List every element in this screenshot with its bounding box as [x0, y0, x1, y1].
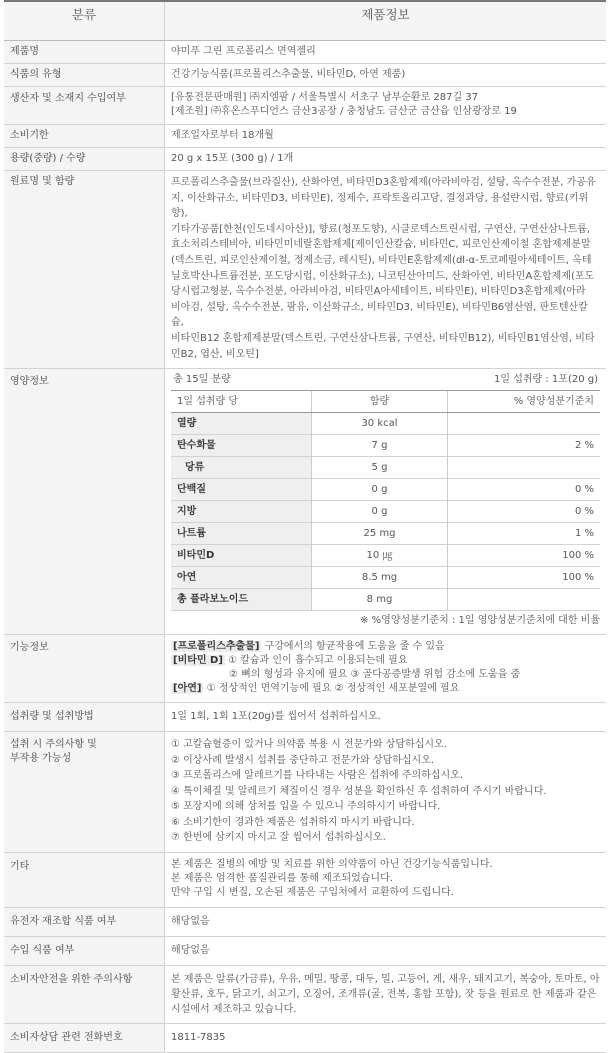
ingredient-line: 효소처리스테비아, 비타민미네랄혼합제제[제이인산칼슘, 비타민C, 피로인산제이철 혼합제제분말	[171, 239, 591, 251]
label-volume: 용량(중량) / 수량	[4, 148, 165, 171]
row-volume	[4, 148, 606, 171]
nutrition-row	[171, 545, 600, 567]
nutrition-row	[171, 435, 600, 457]
nutrient-name: 지방	[171, 501, 312, 523]
nutrient-amount: 30 kcal	[312, 413, 448, 435]
nutrient-pct: 2 %	[448, 435, 601, 457]
row-etc	[4, 852, 606, 907]
nutrition-row	[171, 413, 600, 435]
function-line: ② 뼈의 형성과 유지에 필요 ③ 골다공증발생 위험 감소에 도움을 줌	[229, 669, 521, 681]
cautions-label-line: 부작용 가능성	[10, 753, 72, 765]
value-producer	[165, 87, 607, 125]
nutrient-amount: 10 ㎍	[312, 545, 448, 567]
ingredient-line: (덱스트린, 피로인산제이철, 정제소금, 레시틴), 비타민E혼합제제(dl-α-토코페릴아세테이트, 옥테	[171, 254, 592, 266]
nutrient-name: 열량	[171, 413, 312, 435]
value-gmo: 해당없음	[165, 907, 607, 936]
function-tag: [프로폴리스추출물]	[173, 641, 260, 653]
label-producer: 생산자 및 소재지 수입여부	[4, 87, 165, 125]
row-phone	[4, 1023, 606, 1052]
value-product-name: 야미푸 그린 프로폴리스 면역젤리	[165, 41, 607, 64]
function-line	[171, 640, 600, 654]
nutrition-row	[171, 567, 600, 589]
row-producer	[4, 87, 606, 125]
value-intake: 1일 1회, 1회 1포(20g)를 씹어서 섭취하십시오.	[165, 703, 607, 732]
table-header-row	[4, 1, 606, 41]
label-food-type: 식품의 유형	[4, 64, 165, 87]
nutrient-amount: 25 mg	[312, 523, 448, 545]
nutrient-pct: 100 %	[448, 567, 601, 589]
row-safety	[4, 965, 606, 1023]
row-expiry	[4, 125, 606, 148]
nutrient-pct	[448, 457, 601, 479]
ingredient-line: 닐호박산나트륨전분, 포도당시럽, 이산화규소), 니코틴산아미드, 산화아연, 비타민A혼합제제(포도	[171, 270, 595, 282]
function-tag: [아연]	[173, 683, 202, 695]
row-import	[4, 936, 606, 965]
row-function	[4, 635, 606, 703]
nutrition-row	[171, 457, 600, 479]
nutrient-name: 총 플라보노이드	[171, 589, 312, 611]
caution-item: ④ 특이체질 및 알레르기 체질이신 경우 성분을 확인하신 후 섭취하여 주시기 바랍니다.	[171, 785, 547, 797]
label-function: 기능정보	[4, 635, 165, 703]
nutrient-name: 단백질	[171, 479, 312, 501]
nutrition-summary	[171, 373, 600, 387]
value-food-type: 건강기능식품(프로폴리스추출물, 비타민D, 아연 제품)	[165, 64, 607, 87]
nutrition-serving: 1일 섭취량 : 1포(20 g)	[494, 374, 598, 386]
nutrient-pct	[448, 413, 601, 435]
value-safety	[165, 965, 607, 1023]
etc-line: 만약 구입 시 변질, 오손된 제품은 구입처에서 교환하여 드립니다.	[171, 886, 454, 898]
nutrient-amount: 5 g	[312, 457, 448, 479]
caution-item: ① 고칼슘혈증이 있거나 의약품 복용 시 전문가와 상담하십시오.	[171, 739, 447, 751]
value-nutrition	[165, 369, 607, 635]
ingredient-line: 민B2, 엽산, 비오틴]	[171, 348, 259, 360]
nutrient-name: 나트륨	[171, 523, 312, 545]
product-info-table	[4, 0, 606, 1053]
label-phone: 소비자상담 관련 전화번호	[4, 1023, 165, 1052]
producer-line: [제조원] ㈜휴온스푸디언스 금산3공장 / 충청남도 금산군 금산읍 인삼광장로 19	[171, 106, 517, 117]
row-product-name	[4, 41, 606, 64]
header-product-info: 제품정보	[165, 1, 607, 41]
nutrient-amount: 8 mg	[312, 589, 448, 611]
function-line	[171, 682, 600, 696]
value-function	[165, 635, 607, 703]
nutrition-row	[171, 589, 600, 611]
ingredient-line: 비타민B12 혼합제제분말(덱스트린, 구연산삼나트륨, 구연산, 비타민B12), 비타민B1염산염, 비타	[171, 332, 595, 344]
nutrition-col-pct: % 영양성분기준치	[448, 391, 601, 413]
row-food-type	[4, 64, 606, 87]
etc-line: 본 제품은 질병의 예방 및 치료를 위한 의약품이 아닌 건강기능식품입니다.	[171, 858, 493, 870]
value-import: 해당없음	[165, 936, 607, 965]
nutrient-name: 탄수화물	[171, 435, 312, 457]
label-ingredients: 원료명 및 함량	[4, 171, 165, 369]
safety-line: 시설에서 제조하고 있습니다.	[171, 1003, 297, 1015]
function-text: ① 칼슘과 인이 흡수되고 이용되는데 필요	[224, 655, 408, 667]
nutrient-pct	[448, 589, 601, 611]
label-import: 수입 식품 여부	[4, 936, 165, 965]
nutrition-table	[171, 390, 600, 611]
header-category: 분류	[4, 1, 165, 41]
nutrient-amount: 0 g	[312, 479, 448, 501]
label-gmo: 유전자 재조합 식품 여부	[4, 907, 165, 936]
nutrition-row	[171, 501, 600, 523]
producer-line: [유통전문판매원] ㈜지엠팜 / 서울특별시 서초구 남부순환로 287길 37	[171, 92, 479, 103]
value-cautions	[165, 732, 607, 853]
safety-line: 본 제품은 알류(가금류), 우유, 메밀, 땅콩, 대두, 밀, 고등어, 게, 새우, 돼지고기, 복숭아, 토마토, 아	[171, 973, 600, 985]
label-etc: 기타	[4, 852, 165, 907]
nutrient-name: 아연	[171, 567, 312, 589]
label-expiry: 소비기한	[4, 125, 165, 148]
label-nutrition: 영양정보	[4, 369, 165, 635]
nutrition-total: 총 15일 분량	[173, 374, 231, 386]
nutrient-pct: 0 %	[448, 479, 601, 501]
row-gmo	[4, 907, 606, 936]
product-info-sheet	[4, 0, 606, 1053]
value-expiry: 제조일자로부터 18개월	[165, 125, 607, 148]
value-phone: 1811-7835	[165, 1023, 607, 1052]
etc-line: 본 제품은 엄격한 품질관리를 통해 제조되었습니다.	[171, 872, 393, 884]
value-volume: 20 g x 15포 (300 g) / 1개	[165, 148, 607, 171]
nutrition-col-per: 1일 섭취량 당	[171, 391, 312, 413]
function-text: ① 정상적인 면역기능에 필요 ② 정상적인 세포분열에 필요	[203, 683, 460, 695]
nutrient-amount: 8.5 mg	[312, 567, 448, 589]
label-safety: 소비자안전을 위한 주의사항	[4, 965, 165, 1023]
function-tag: [비타민 D]	[173, 655, 223, 667]
row-ingredients	[4, 171, 606, 369]
value-ingredients	[165, 171, 607, 369]
nutrient-amount: 7 g	[312, 435, 448, 457]
ingredient-line: 기타가공품[한천(인도네시아산)], 향료(청포도향), 시클로덱스트린시럽, 구연산, 구연산삼나트륨,	[171, 223, 591, 235]
nutrition-row	[171, 479, 600, 501]
nutrition-header	[171, 391, 600, 413]
label-product-name: 제품명	[4, 41, 165, 64]
cautions-label-line: 섭취 시 주의사항 및	[10, 739, 97, 751]
nutrient-name: 당류	[171, 457, 312, 479]
caution-item: ② 이상사례 발생시 섭취를 중단하고 전문가와 상담하십시오.	[171, 754, 435, 766]
nutrient-amount: 0 g	[312, 501, 448, 523]
caution-item: ③ 프로폴리스에 알레르기를 나타내는 사람은 섭취에 주의하십시오.	[171, 770, 464, 782]
nutrition-row	[171, 523, 600, 545]
function-line	[171, 654, 600, 668]
label-intake: 섭취량 및 섭취방법	[4, 703, 165, 732]
nutrient-pct: 1 %	[448, 523, 601, 545]
ingredient-line: 비아검, 설탕, 옥수수전분, 팜유, 이산화규소, 비타민D3, 비타민E), 비타민B6염산염, 판토텐산칼슘,	[171, 301, 588, 329]
row-cautions	[4, 732, 606, 853]
caution-item: ⑥ 소비기한이 경과한 제품은 섭취하지 마시기 바랍니다.	[171, 816, 415, 828]
ingredient-line: 지, 이산화규소, 비타민D3, 비타민E), 정제수, 프락토올리고당, 결정과당, 용설란시럽, 향료(키위향),	[171, 192, 589, 220]
caution-item: ⑤ 포장지에 의해 상처를 입을 수 있으니 주의하시기 바랍니다.	[171, 801, 441, 813]
ingredient-line: 당시럽고형분, 옥수수전분, 아라비아검, 비타민A아세테이트, 비타민E), 비타민D3혼합제제(아라	[171, 286, 586, 298]
value-etc	[165, 852, 607, 907]
function-text: 구강에서의 항균작용에 도움을 줄 수 있음	[261, 641, 445, 653]
safety-line: 황산류, 호두, 닭고기, 쇠고기, 오징어, 조개류(굴, 전복, 홍합 포함), 잣 등을 원료로 한 제품과 같은	[171, 988, 597, 1000]
nutrient-pct: 100 %	[448, 545, 601, 567]
row-nutrition	[4, 369, 606, 635]
nutrient-pct: 0 %	[448, 501, 601, 523]
nutrient-name: 비타민D	[171, 545, 312, 567]
nutrition-col-amount: 함량	[312, 391, 448, 413]
nutrition-footnote: ※ %영양성분기준치 : 1일 영양성분기준치에 대한 비율	[360, 615, 600, 627]
caution-item: ⑦ 한번에 삼키지 마시고 잘 씹어서 섭취하십시오.	[171, 832, 386, 844]
label-cautions	[4, 732, 165, 853]
row-intake	[4, 703, 606, 732]
ingredient-line: 프로폴리스추출물(브라질산), 산화아연, 비타민D3혼합제제(아라비아검, 설탕, 옥수수전분, 가공유	[171, 177, 596, 188]
